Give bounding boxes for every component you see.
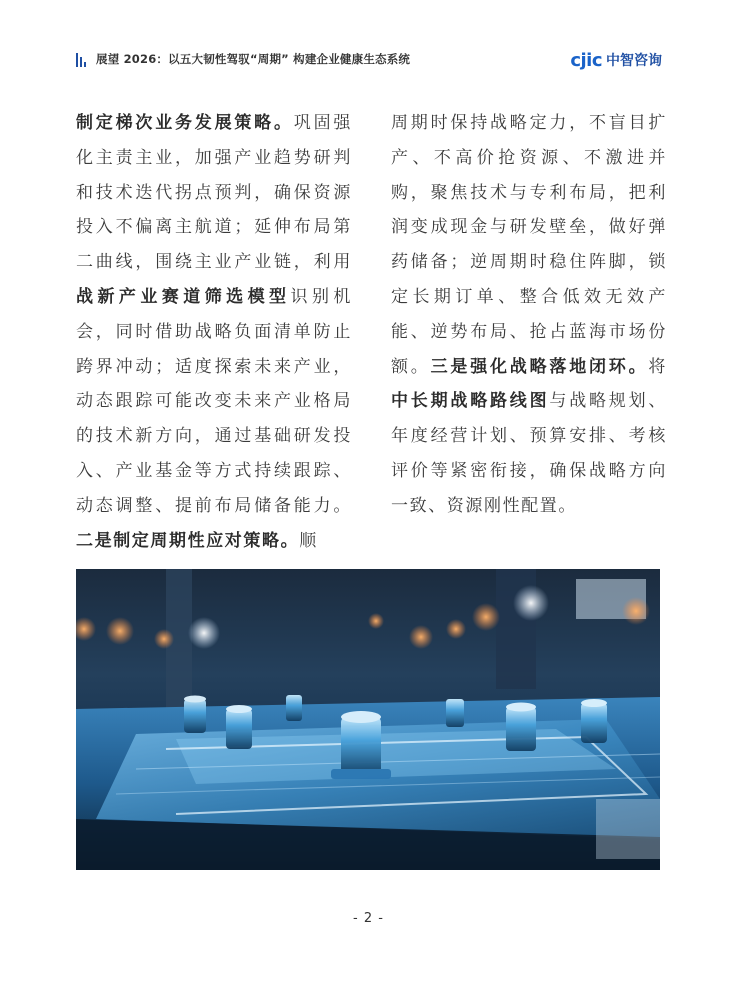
logo-text: 中智咨询 — [606, 53, 662, 69]
text-run: 识别机会，同时借助战略负面清单防止跨界冲动；适度探索未来产业，动态跟踪可能改变未来产业格局的技术新方向，通过基础研发投入、产业基金等方式持续跟踪、动态调整、提前布局储备能力。 — [76, 286, 352, 516]
text-column-right — [391, 106, 667, 524]
company-logo — [570, 48, 662, 72]
bold-text-run: 中长期战略路线图 — [391, 391, 550, 412]
text-run: 顺 — [299, 530, 318, 551]
logo-mark: cjic — [570, 49, 602, 71]
text-run: 周期时保持战略定力，不盲目扩产、不高价抢资源、不激进并购，聚焦技术与专利布局，把利润变成现金与研发壁垒，做好弹药储备；逆周期时稳住阵脚，锁定长期订单、整合低效无效产能、逆势布局、抢占蓝海市场份额。 — [391, 113, 667, 377]
text-column-left — [76, 106, 352, 558]
page-number: - 2 - — [353, 911, 384, 926]
circuit-board-photo — [76, 569, 660, 870]
bold-text-run: 制定梯次业务发展策略。 — [76, 113, 294, 133]
bold-text-run: 二是制定周期性应对策略。 — [76, 530, 300, 551]
bar-chart-icon — [76, 53, 92, 67]
header-title: 展望 2026：以五大韧性驾驭“周期” 构建企业健康生态系统 — [96, 52, 411, 66]
page-header — [76, 50, 662, 72]
bold-text-run: 三是强化战略落地闭环。 — [430, 356, 649, 377]
text-run: 与战略规划、年度经营计划、预算安排、考核评价等紧密衔接，确保战略方向一致、资源刚性配置。 — [391, 391, 667, 516]
text-run: 将 — [648, 356, 667, 377]
text-run: 巩固强化主责主业，加强产业趋势研判和技术迭代拐点预判，确保资源投入不偏离主航道；延伸布局第二曲线，围绕主业产业链，利用 — [76, 113, 352, 273]
photo-illustration — [76, 569, 660, 870]
bold-text-run: 战新产业赛道筛选模型 — [76, 286, 291, 307]
